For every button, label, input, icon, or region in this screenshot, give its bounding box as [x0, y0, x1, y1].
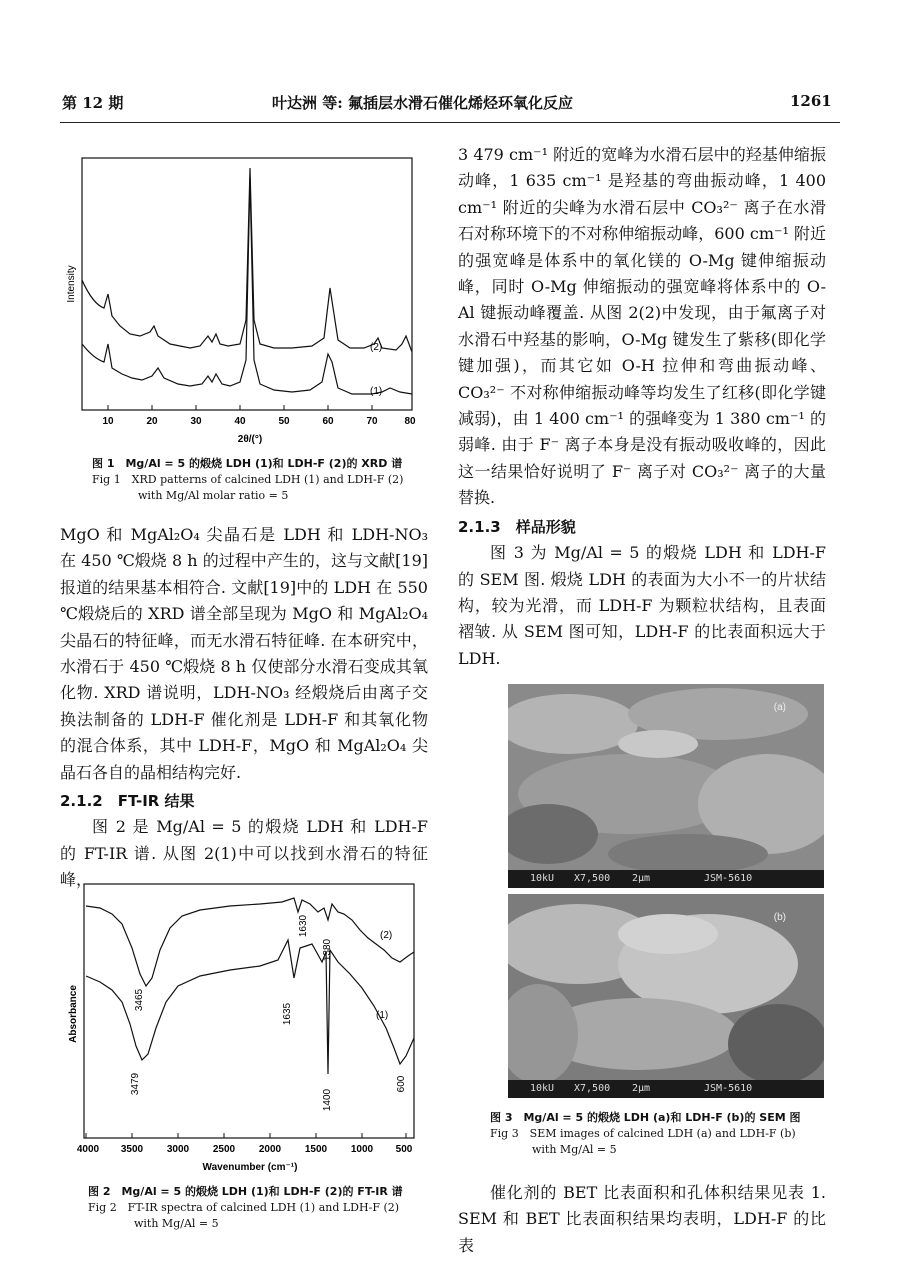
figure-2: [60, 878, 430, 1178]
x-tick-70: 70: [366, 416, 378, 427]
x-tick-3500: 3500: [120, 1144, 144, 1155]
x-tick-80: 80: [404, 416, 416, 427]
x-axis-label: Wavenumber (cm⁻¹): [202, 1162, 298, 1173]
sem-model-b: JSM-5610: [704, 1083, 753, 1094]
sem-info-bar-b: [508, 1080, 824, 1098]
series-1-label: (1): [370, 386, 383, 397]
x-tick-3000: 3000: [166, 1144, 190, 1155]
fig1-caption-en-2: with Mg/Al molar ratio = 5: [138, 489, 289, 502]
bottom-right-text: [458, 1180, 826, 1259]
x-tick-40: 40: [234, 416, 246, 427]
fig2-caption: [88, 1184, 448, 1232]
page-number: 1261: [790, 92, 832, 110]
right-column-text: [458, 142, 826, 672]
series-2-label: (2): [370, 342, 383, 353]
sem-texture-b: [508, 894, 824, 1098]
x-tick-1000: 1000: [350, 1144, 374, 1155]
fig2-caption-en-2: with Mg/Al = 5: [134, 1217, 219, 1230]
x-tick-10: 10: [102, 416, 114, 427]
x-tick-60: 60: [322, 416, 334, 427]
header-rule: [60, 122, 840, 123]
fig1-caption-cn: 图 1 Mg/Al = 5 的煅烧 LDH (1)和 LDH-F (2)的 XRD 谱: [92, 457, 403, 470]
sem-mag-a: X7,500: [574, 873, 611, 884]
figure-1: [60, 148, 430, 448]
xrd-chart: [60, 148, 430, 448]
left-paragraph-1: MgO 和 MgAl₂O₄ 尖晶石是 LDH 和 LDH-NO₃ 在 450 ℃煅烧 8 h 的过程中产生的，这与文献[19]报道的结果基本相符合. 文献[19]中的 LDH 在 550 ℃煅烧后的 XRD 谱全部呈现为 MgO 和 MgAl₂O₄ 尖晶石的特征峰，而无水滑石特征峰. 在本研究中，水滑石于 450 ℃煅烧 8 h 仅使部分水滑石变成其氧化物. XRD 谱说明，LDH-NO₃ 经煅烧后由离子交换法制备的 LDH-F 催化剂是 LDH-F 和其氧化物的混合体系，其中 LDH-F，MgO 和 MgAl₂O₄ 尖晶石各自的晶相结构完好.: [60, 525, 428, 782]
x-tick-50: 50: [278, 416, 290, 427]
series-2-label: (2): [380, 930, 393, 941]
fig2-caption-en-1: Fig 2 FT-IR spectra of calcined LDH (1) and LDH-F (2): [88, 1201, 400, 1214]
journal-issue: 第 12 期: [62, 94, 124, 112]
peak-600-label: 600: [396, 1075, 407, 1093]
sem-scale-a: 2μm: [632, 873, 651, 884]
fig3-caption-en-2: with Mg/Al = 5: [532, 1143, 617, 1156]
sem-kv-b: 10kU: [530, 1083, 555, 1094]
x-axis-label: 2θ/(°): [237, 434, 263, 445]
sem-mag-b: X7,500: [574, 1083, 611, 1094]
fig3-caption: [490, 1110, 840, 1158]
x-tick-2500: 2500: [212, 1144, 236, 1155]
right-paragraph-2: 图 3 为 Mg/Al = 5 的煅烧 LDH 和 LDH-F 的 SEM 图. 煅烧 LDH 的表面为大小不一的片状结构，较为光滑，而 LDH-F 为颗粒状结构，且表面褶皱. 从 SEM 图可知，LDH-F 的比表面积远大于 LDH.: [458, 543, 826, 668]
section-2-1-3-heading: 2.1.3 样品形貌: [458, 517, 576, 536]
peak-1380-label: 1380: [322, 938, 333, 962]
y-axis-label: Absorbance: [68, 985, 79, 1043]
sem-image-a: [508, 684, 824, 888]
peak-3479-label: 3479: [130, 1072, 141, 1096]
sem-kv-a: 10kU: [530, 873, 555, 884]
left-column-text: [60, 522, 428, 894]
x-tick-marks: [86, 1133, 406, 1138]
right-paragraph-1: 3 479 cm⁻¹ 附近的宽峰为水滑石层中的羟基伸缩振动峰，1 635 cm⁻¹ 是羟基的弯曲振动峰，1 400 cm⁻¹ 附近的尖峰为水滑石层中 CO₃²⁻ 离子在水滑石对称环境下的不对称伸缩振动峰，600 cm⁻¹ 附近的强宽峰是体系中的氧化镁的 O-Mg 键伸缩振动峰，同时 O-Mg 伸缩振动的强宽峰将体系中的 O-Al 键振动峰覆盖. 从图 2(2)中发现，由于氟离子对水滑石中羟基的影响，O-Mg 键发生了紫移(即化学键加强)，而其它如 O-H 拉伸和弯曲振动峰、CO₃²⁻ 不对称伸缩振动峰等均发生了红移(即化学键减弱)，由 1 400 cm⁻¹ 的强峰变为 1 380 cm⁻¹ 的弱峰. 由于 F⁻ 离子本身是没有振动吸收峰的，因此这一结果恰好说明了 F⁻ 离子对 CO₃²⁻ 离子的大量替换.: [458, 145, 826, 508]
fig1-caption: [92, 456, 452, 504]
sem-model-a: JSM-5610: [704, 873, 753, 884]
y-axis-label: Intensity: [66, 265, 77, 303]
x-tick-20: 20: [146, 416, 158, 427]
peak-1635-label: 1635: [282, 1002, 293, 1026]
fig1-caption-en-1: Fig 1 XRD patterns of calcined LDH (1) and LDH-F (2): [92, 473, 404, 486]
peak-3465-label: 3465: [134, 988, 145, 1012]
ftir-chart: [60, 878, 430, 1178]
fig2-caption-cn: 图 2 Mg/Al = 5 的煅烧 LDH (1)和 LDH-F (2)的 FT-IR 谱: [88, 1185, 403, 1198]
series-2-line: [86, 898, 414, 986]
x-tick-500: 500: [395, 1144, 413, 1155]
section-2-1-2-heading: 2.1.2 FT-IR 结果: [60, 792, 195, 811]
series-1-label: (1): [376, 1010, 389, 1021]
sem-label-b: (b): [773, 912, 786, 923]
x-tick-4000: 4000: [76, 1144, 100, 1155]
sem-texture-a: [508, 684, 824, 888]
peak-1630-label: 1630: [298, 914, 309, 938]
fig3-caption-en-1: Fig 3 SEM images of calcined LDH (a) and LDH-F (b): [490, 1127, 796, 1140]
fig3-caption-cn: 图 3 Mg/Al = 5 的煅烧 LDH (a)和 LDH-F (b)的 SEM 图: [490, 1111, 801, 1124]
x-tick-30: 30: [190, 416, 202, 427]
peak-1400-label: 1400: [322, 1088, 333, 1112]
x-tick-2000: 2000: [258, 1144, 282, 1155]
sem-scale-b: 2μm: [632, 1083, 651, 1094]
x-tick-marks: [108, 405, 412, 410]
running-title: 叶达洲 等: 氟插层水滑石催化烯烃环氧化反应: [272, 94, 573, 112]
sem-image-b: [508, 894, 824, 1098]
x-tick-1500: 1500: [304, 1144, 328, 1155]
sem-info-bar-a: [508, 870, 824, 888]
sem-label-a: (a): [773, 702, 786, 713]
right-paragraph-3: 催化剂的 BET 比表面积和孔体积结果见表 1. SEM 和 BET 比表面积结果均表明，LDH-F 的比表: [458, 1183, 826, 1255]
left-paragraph-2: 图 2 是 Mg/Al = 5 的煅烧 LDH 和 LDH-F 的 FT-IR 谱. 从图 2(1)中可以找到水滑石的特征峰，: [60, 817, 428, 890]
